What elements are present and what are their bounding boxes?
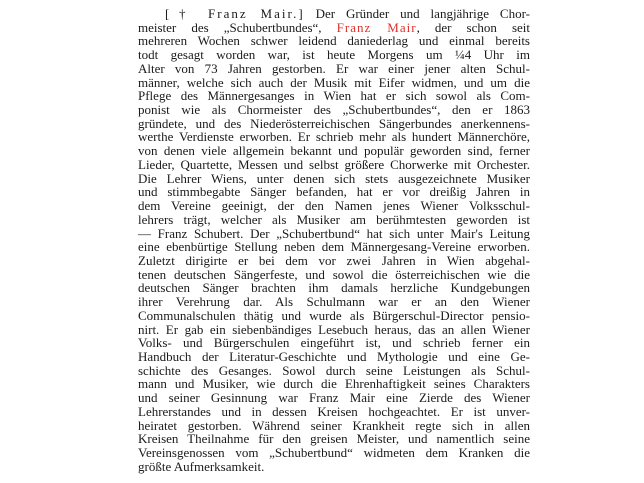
article-line: ihrer Verehrung dar. Als Schulmann war er an den Wiener [138, 294, 530, 310]
article-line: lehrers trägt, welcher als Musiker am berühmtesten geworden ist [138, 211, 530, 227]
highlighted-name: Franz Mair [336, 19, 417, 35]
article-line: ponist wie als Chormeister des „Schubertbundes“, den er 1863 [138, 102, 530, 118]
line-text: , der schon seit [416, 19, 531, 35]
article-line: werthe Verdienste erworben. Er schrieb mehr als hundert Männerchöre, [138, 129, 530, 145]
article-line: gründete, und des Niederösterreichischen Sängerbundes anerkennens- [138, 115, 530, 131]
article-line: Die Lehrer Wiens, unter denen sich stets ausgezeichnete Musiker [138, 170, 530, 186]
article-line: mehreren Wochen schwer leidend daniederlag und einmal bereits [138, 33, 530, 49]
article-line: Lieder, Quartette, Messen und selbst größere Chorwerke mit Orchester. [138, 156, 530, 172]
article-line: Pflege des Männergesanges in Wien hat er sich sowol als Com- [138, 88, 530, 104]
article-line: mann und Musiker, wie durch die Ehrenhaftigkeit seines Charakters [138, 376, 530, 392]
article-line: Lehrerstandes und in dessen Kreisen hochgeachtet. Er ist unver- [138, 403, 530, 419]
headline: [† Franz Mair.] [165, 6, 305, 21]
article-line: Handbuch der Literatur-Geschichte und Mythologie und eine Ge- [138, 348, 530, 364]
article-line: von denen viele allgemein bekannt und populär geworden sind, ferner [138, 143, 530, 159]
article-line: Kreisen Theilnahme für den greisen Meister, und namentlich seine [138, 431, 530, 447]
article-line: todt gesagt worden war, ist heute Morgens um ¼4 Uhr im [138, 47, 530, 63]
article-line: und seiner Gesinnung war Franz Mair eine Zierde des Wiener [138, 390, 530, 406]
article-line: tenen deutschen Sängerfeste, und sowol die österreichischen wie die [138, 266, 530, 282]
article-line: Vereinsgenossen vom „Schubertbund“ widmeten dem Kranken die [138, 445, 530, 460]
article-line: Communalschulen thätig und wurde als Bürgerschul-Director pensio- [138, 307, 530, 323]
article-line: Alter von 73 Jahren gestorben. Er war einer jener alten Schul- [138, 60, 530, 76]
article-line: — Franz Schubert. Der „Schubertbund“ hat sich unter Mair's Leitung [138, 225, 530, 241]
article-line: schichte des Gesanges. Sowol durch seine Leistungen als Schul- [138, 362, 530, 378]
article-line: heiratet gestorben. Während seiner Krankheit regte sich in allen [138, 417, 530, 433]
article-line: größte Aufmerksamkeit. [138, 458, 265, 474]
obituary-article [138, 7, 530, 473]
article-line [138, 21, 530, 35]
article-line: männer, welche sich auch der Musik mit Eifer widmen, und um die [138, 74, 530, 90]
article-line: deutschen Sänger brachten ihm damals herzliche Kundgebungen [138, 280, 530, 296]
article-line: und stimmbegabte Sänger befanden, hat er vor dreißig Jahren in [138, 184, 530, 200]
article-line: Zuletzt dirigirte er bei dem vor zwei Jahren in Wien abgehal- [138, 252, 530, 268]
line-text: Der Gründer und langjährige Chor- [315, 6, 530, 21]
article-line: nirt. Er gab ein siebenbändiges Lesebuch heraus, das an allen Wiener [138, 321, 530, 337]
article-line: eine ebenbürtige Stellung neben dem Männergesang-Vereine erworben. [138, 239, 530, 255]
article-line [138, 7, 530, 21]
article-line: Volks- und Bürgerschulen eingeführt ist, und schrieb ferner ein [138, 335, 530, 351]
line-text: meister des „Schubertbundes“, [138, 19, 322, 35]
article-line: dem Vereine geeinigt, der den Namen jenes Wiener Volksschul- [138, 198, 530, 214]
